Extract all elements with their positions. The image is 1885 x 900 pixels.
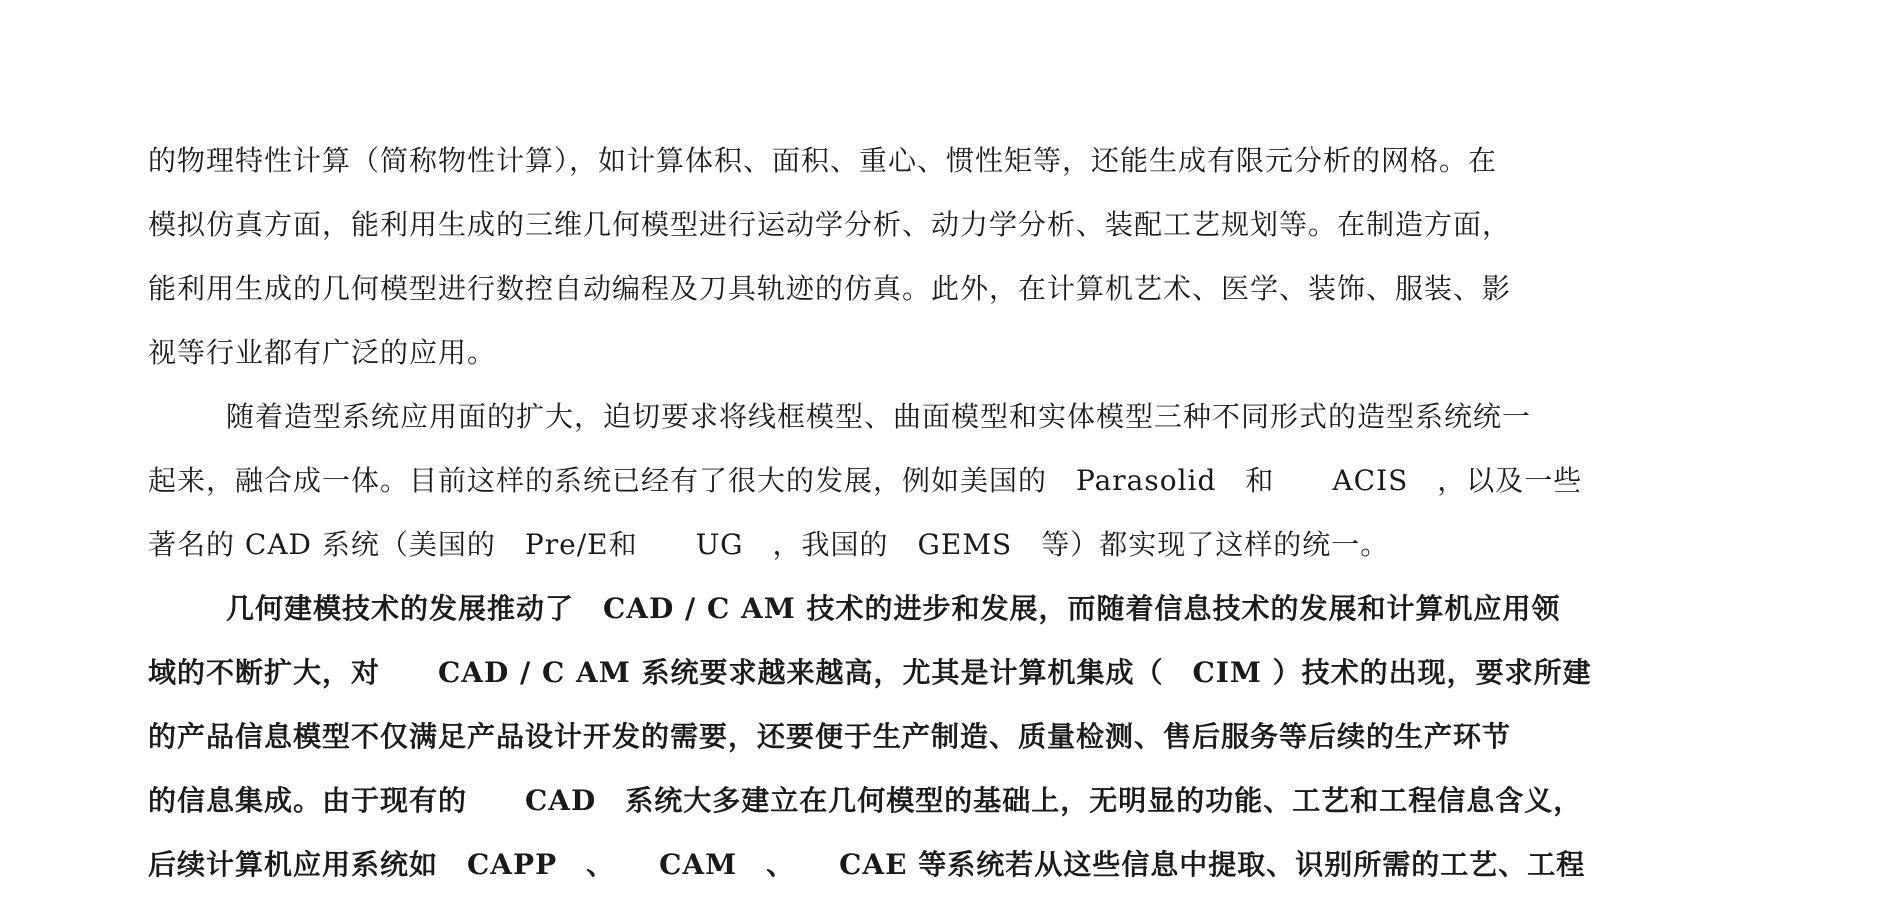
paragraph-2-line-2: 起来，融合成一体。目前这样的系统已经有了很大的发展，例如美国的 Parasolid 和 ACIS ，以及一些: [148, 464, 1583, 497]
paragraph-2-line-3: 著名的 CAD 系统（美国的 Pre/E和 UG ，我国的 GEMS 等）都实现了这样的统一。: [148, 528, 1390, 561]
paragraph-2-line-1: 随着造型系统应用面的扩大，迫切要求将线框模型、曲面模型和实体模型三种不同形式的造型系统统一: [226, 400, 1532, 433]
paragraph-3-line-3: 的产品信息模型不仅满足产品设计开发的需要，还要便于生产制造、质量检测、售后服务等后续的生产环节: [148, 720, 1512, 753]
paragraph-1-line-3: 能利用生成的几何模型进行数控自动编程及刀具轨迹的仿真。此外，在计算机艺术、医学、装饰、服装、影: [148, 272, 1512, 305]
paragraph-1-line-1: 的物理特性计算（简称物性计算），如计算体积、面积、重心、惯性矩等，还能生成有限元分析的网格。在: [148, 144, 1498, 177]
paragraph-1-line-2: 模拟仿真方面，能利用生成的三维几何模型进行运动学分析、动力学分析、装配工艺规划等。在制造方面，: [148, 208, 1512, 241]
paragraph-3-line-1: 几何建模技术的发展推动了 CAD / C AM 技术的进步和发展，而随着信息技术的发展和计算机应用领: [226, 592, 1561, 625]
paragraph-3-line-2: 域的不断扩大，对 CAD / C AM 系统要求越来越高，尤其是计算机集成（ CIM ）技术的出现，要求所建: [148, 656, 1592, 689]
paragraph-3-line-5: 后续计算机应用系统如 CAPP 、 CAM 、 CAE 等系统若从这些信息中提取、识别所需的工艺、工程: [148, 848, 1586, 881]
paragraph-1-line-4: 视等行业都有广泛的应用。: [148, 336, 497, 369]
paragraph-3-line-4: 的信息集成。由于现有的 CAD 系统大多建立在几何模型的基础上，无明显的功能、工艺和工程信息含义，: [148, 784, 1583, 817]
